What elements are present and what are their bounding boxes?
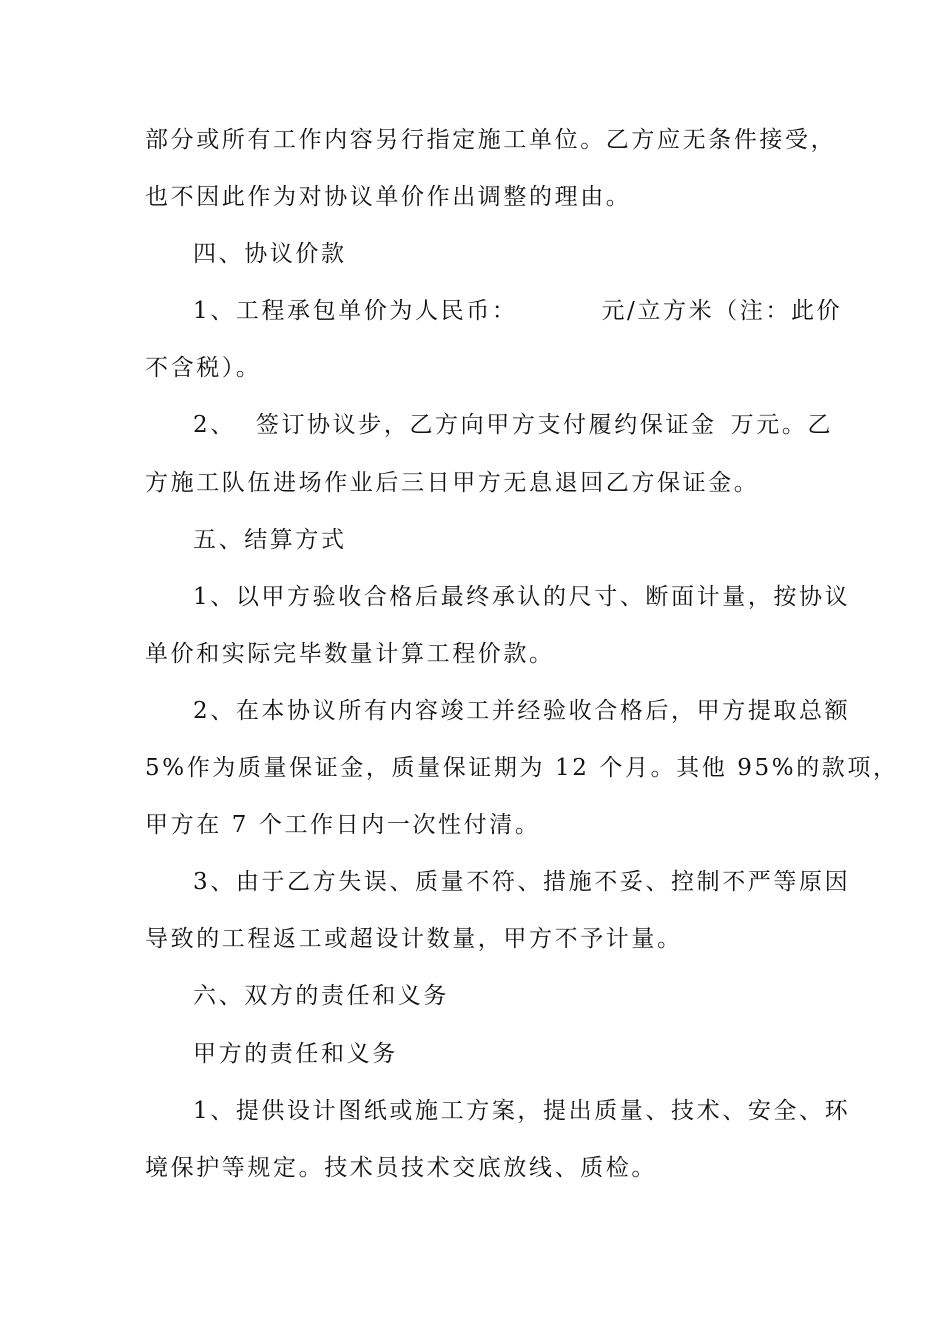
text-span: 甲方的责任和义务 — [193, 1040, 398, 1067]
text-span: 单价和实际完毕数量计算工程价款。 — [145, 640, 555, 667]
text-span: 甲方在 7 个工作日内一次性付清。 — [145, 812, 541, 839]
paragraph-line — [145, 455, 810, 512]
paragraph-line — [145, 740, 899, 797]
paragraph-line — [145, 854, 851, 911]
text-span: 2、在本协议所有内容竣工并经验收合格后，甲方提取总额 — [193, 697, 851, 724]
text-span: 3、由于乙方失误、质量不符、措施不妥、控制不严等原因 — [193, 869, 851, 896]
text-span: 四、协议价款 — [193, 241, 347, 268]
subsection-heading — [145, 1026, 810, 1083]
text-span: 1、提供设计图纸或施工方案，提出质量、技术、安全、环 — [193, 1097, 851, 1124]
text-span: 元/立方米（注：此价 — [601, 298, 843, 325]
text-span: 签订协议步，乙方向甲方支付履约保证金 — [255, 412, 717, 439]
text-span: 5%作为质量保证金，质量保证期为 12 个月。其他 95%的款项， — [145, 755, 899, 782]
document-body — [145, 112, 899, 1197]
text-span: 2、 — [193, 412, 236, 439]
section-heading — [145, 512, 810, 569]
section-heading — [145, 226, 810, 283]
text-span: 五、结算方式 — [193, 526, 347, 553]
text-span: 导致的工程返工或超设计数量，甲方不予计量。 — [145, 926, 683, 953]
text-span: 1、以甲方验收合格后最终承认的尺寸、断面计量，按协议 — [193, 583, 851, 610]
paragraph-line — [145, 1083, 851, 1140]
text-span: 万元。乙 — [730, 412, 834, 439]
paragraph-line — [145, 340, 810, 397]
paragraph-line — [145, 683, 851, 740]
paragraph-line — [145, 112, 837, 169]
paragraph-line — [145, 626, 810, 683]
paragraph-line — [145, 797, 810, 854]
paragraph-line — [145, 911, 810, 968]
text-span: 六、双方的责任和义务 — [193, 983, 449, 1010]
section-heading — [145, 968, 810, 1025]
paragraph-line — [145, 283, 843, 340]
text-span: 境保护等规定。技术员技术交底放线、质检。 — [145, 1154, 657, 1181]
paragraph-line — [145, 169, 810, 226]
text-span: 也不因此作为对协议单价作出调整的理由。 — [145, 184, 632, 211]
text-span: 不含税）。 — [145, 355, 262, 382]
text-span: 部分或所有工作内容另行指定施工单位。乙方应无条件接受， — [145, 127, 837, 153]
paragraph-line — [145, 569, 851, 626]
paragraph-line — [145, 397, 834, 454]
text-span: 1、工程承包单价为人民币： — [193, 298, 518, 325]
paragraph-line — [145, 1140, 810, 1197]
text-span: 方施工队伍进场作业后三日甲方无息退回乙方保证金。 — [145, 469, 760, 496]
